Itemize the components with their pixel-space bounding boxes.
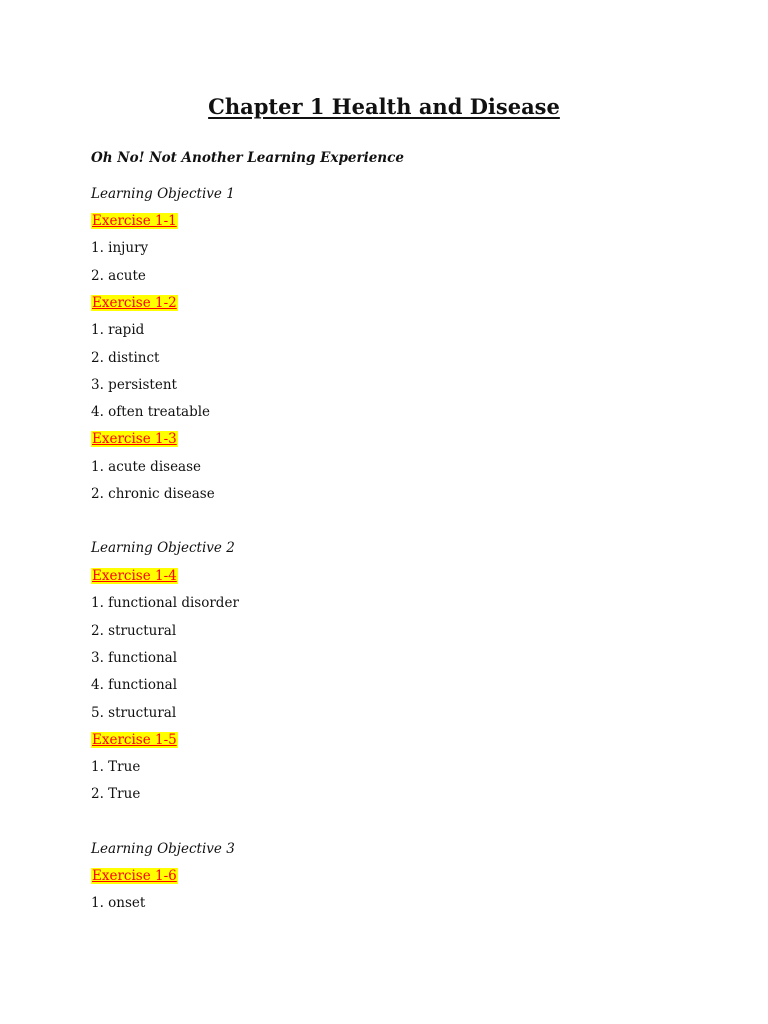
learning-objective-1: Learning Objective 1 bbox=[91, 186, 235, 202]
answer-item: 3. functional bbox=[91, 650, 178, 666]
exercise-1-4-label: Exercise 1-4 bbox=[92, 568, 177, 584]
answer-item: 1. rapid bbox=[91, 322, 145, 338]
answer-item: 2. distinct bbox=[91, 350, 160, 366]
learning-objective-2: Learning Objective 2 bbox=[91, 540, 235, 556]
answer-item: 4. functional bbox=[91, 677, 178, 693]
exercise-1-2-label: Exercise 1-2 bbox=[92, 295, 177, 311]
answer-item: 1. functional disorder bbox=[91, 595, 239, 611]
answer-item: 1. onset bbox=[91, 895, 146, 911]
answer-item: 1. True bbox=[91, 759, 141, 775]
page-title: Chapter 1 Health and Disease bbox=[208, 94, 560, 119]
exercise-1-4-heading bbox=[91, 567, 178, 585]
section-subtitle: Oh No! Not Another Learning Experience bbox=[91, 150, 404, 166]
answer-item: 3. persistent bbox=[91, 377, 177, 393]
exercise-1-1-label: Exercise 1-1 bbox=[92, 213, 177, 229]
exercise-1-2-heading bbox=[91, 294, 178, 312]
answer-item: 2. acute bbox=[91, 268, 146, 284]
answer-item: 5. structural bbox=[91, 705, 177, 721]
exercise-1-6-label: Exercise 1-6 bbox=[92, 868, 177, 884]
answer-item: 1. injury bbox=[91, 240, 149, 256]
answer-item: 2. structural bbox=[91, 623, 177, 639]
exercise-1-5-label: Exercise 1-5 bbox=[92, 732, 177, 748]
learning-objective-3: Learning Objective 3 bbox=[91, 841, 235, 857]
answer-item: 1. acute disease bbox=[91, 459, 202, 475]
exercise-1-3-label: Exercise 1-3 bbox=[92, 431, 177, 447]
exercise-1-3-heading bbox=[91, 430, 178, 448]
answer-item: 2. True bbox=[91, 786, 141, 802]
answer-item: 2. chronic disease bbox=[91, 486, 215, 502]
answer-item: 4. often treatable bbox=[91, 404, 211, 420]
exercise-1-6-heading bbox=[91, 867, 178, 885]
exercise-1-1-heading bbox=[91, 212, 178, 230]
exercise-1-5-heading bbox=[91, 731, 178, 749]
